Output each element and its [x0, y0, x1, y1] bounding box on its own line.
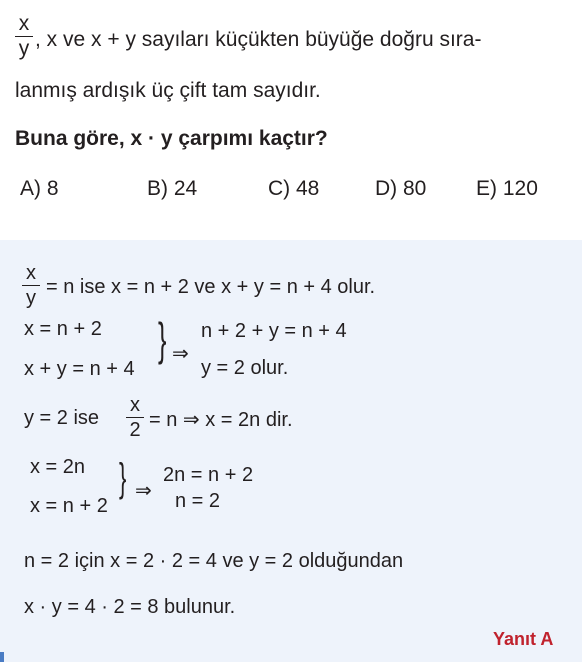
- fraction-numerator: x: [18, 12, 30, 35]
- solution-fraction-2: [126, 394, 144, 441]
- fraction-denominator: y: [26, 287, 36, 309]
- answer-label: Yanıt A: [493, 629, 554, 649]
- solution-panel: [0, 240, 582, 662]
- solution-line-1: = n ise x = n + 2 ve x + y = n + 4 olur.: [46, 276, 376, 298]
- fraction-bar: [22, 285, 40, 286]
- solution-line-6: x · y = 4 · 2 = 8 bulunur.: [24, 596, 236, 618]
- question-line-2: lanmış ardışık üç çift tam sayıdır.: [15, 79, 321, 102]
- system-1-arrow: ⇒: [172, 343, 189, 365]
- system-2-arrow: ⇒: [135, 480, 152, 502]
- solution-fraction-1: [22, 262, 40, 309]
- fraction-denominator: 2: [129, 419, 141, 441]
- system-1-right-1: n + 2 + y = n + 4: [201, 320, 347, 342]
- system-2-right-2: n = 2: [175, 490, 221, 512]
- solution-line-3-pre: y = 2 ise: [24, 407, 100, 429]
- system-2-left-2: x = n + 2: [30, 495, 108, 517]
- system-1-left-2: x + y = n + 4: [24, 358, 135, 380]
- fraction-bar: [126, 417, 144, 418]
- fraction-numerator: x: [26, 262, 36, 284]
- fraction-numerator: x: [130, 394, 140, 416]
- system-2-left-1: x = 2n: [30, 456, 86, 478]
- option-c[interactable]: C) 48: [268, 177, 320, 200]
- system-1-right-2: y = 2 olur.: [201, 357, 289, 379]
- system-2-brace: }: [119, 456, 127, 500]
- page-edge-marker: [0, 652, 4, 662]
- option-b[interactable]: B) 24: [147, 177, 198, 200]
- option-e[interactable]: E) 120: [476, 177, 538, 200]
- question-prompt: Buna göre, x · y çarpımı kaçtır?: [15, 127, 328, 150]
- fraction-denominator: y: [18, 37, 30, 60]
- option-d[interactable]: D) 80: [375, 177, 427, 200]
- solution-line-5: n = 2 için x = 2 · 2 = 4 ve y = 2 olduğundan: [24, 550, 404, 572]
- question-line-1: , x ve x + y sayıları küçükten büyüğe doğru sıra-: [35, 28, 482, 51]
- solution-line-3-post: = n ⇒ x = 2n dir.: [149, 409, 293, 431]
- option-a[interactable]: A) 8: [20, 177, 59, 200]
- system-2-right-1: 2n = n + 2: [163, 464, 254, 486]
- system-1-brace: }: [158, 313, 167, 365]
- question-fraction: [15, 13, 33, 60]
- system-1-left-1: x = n + 2: [24, 318, 102, 340]
